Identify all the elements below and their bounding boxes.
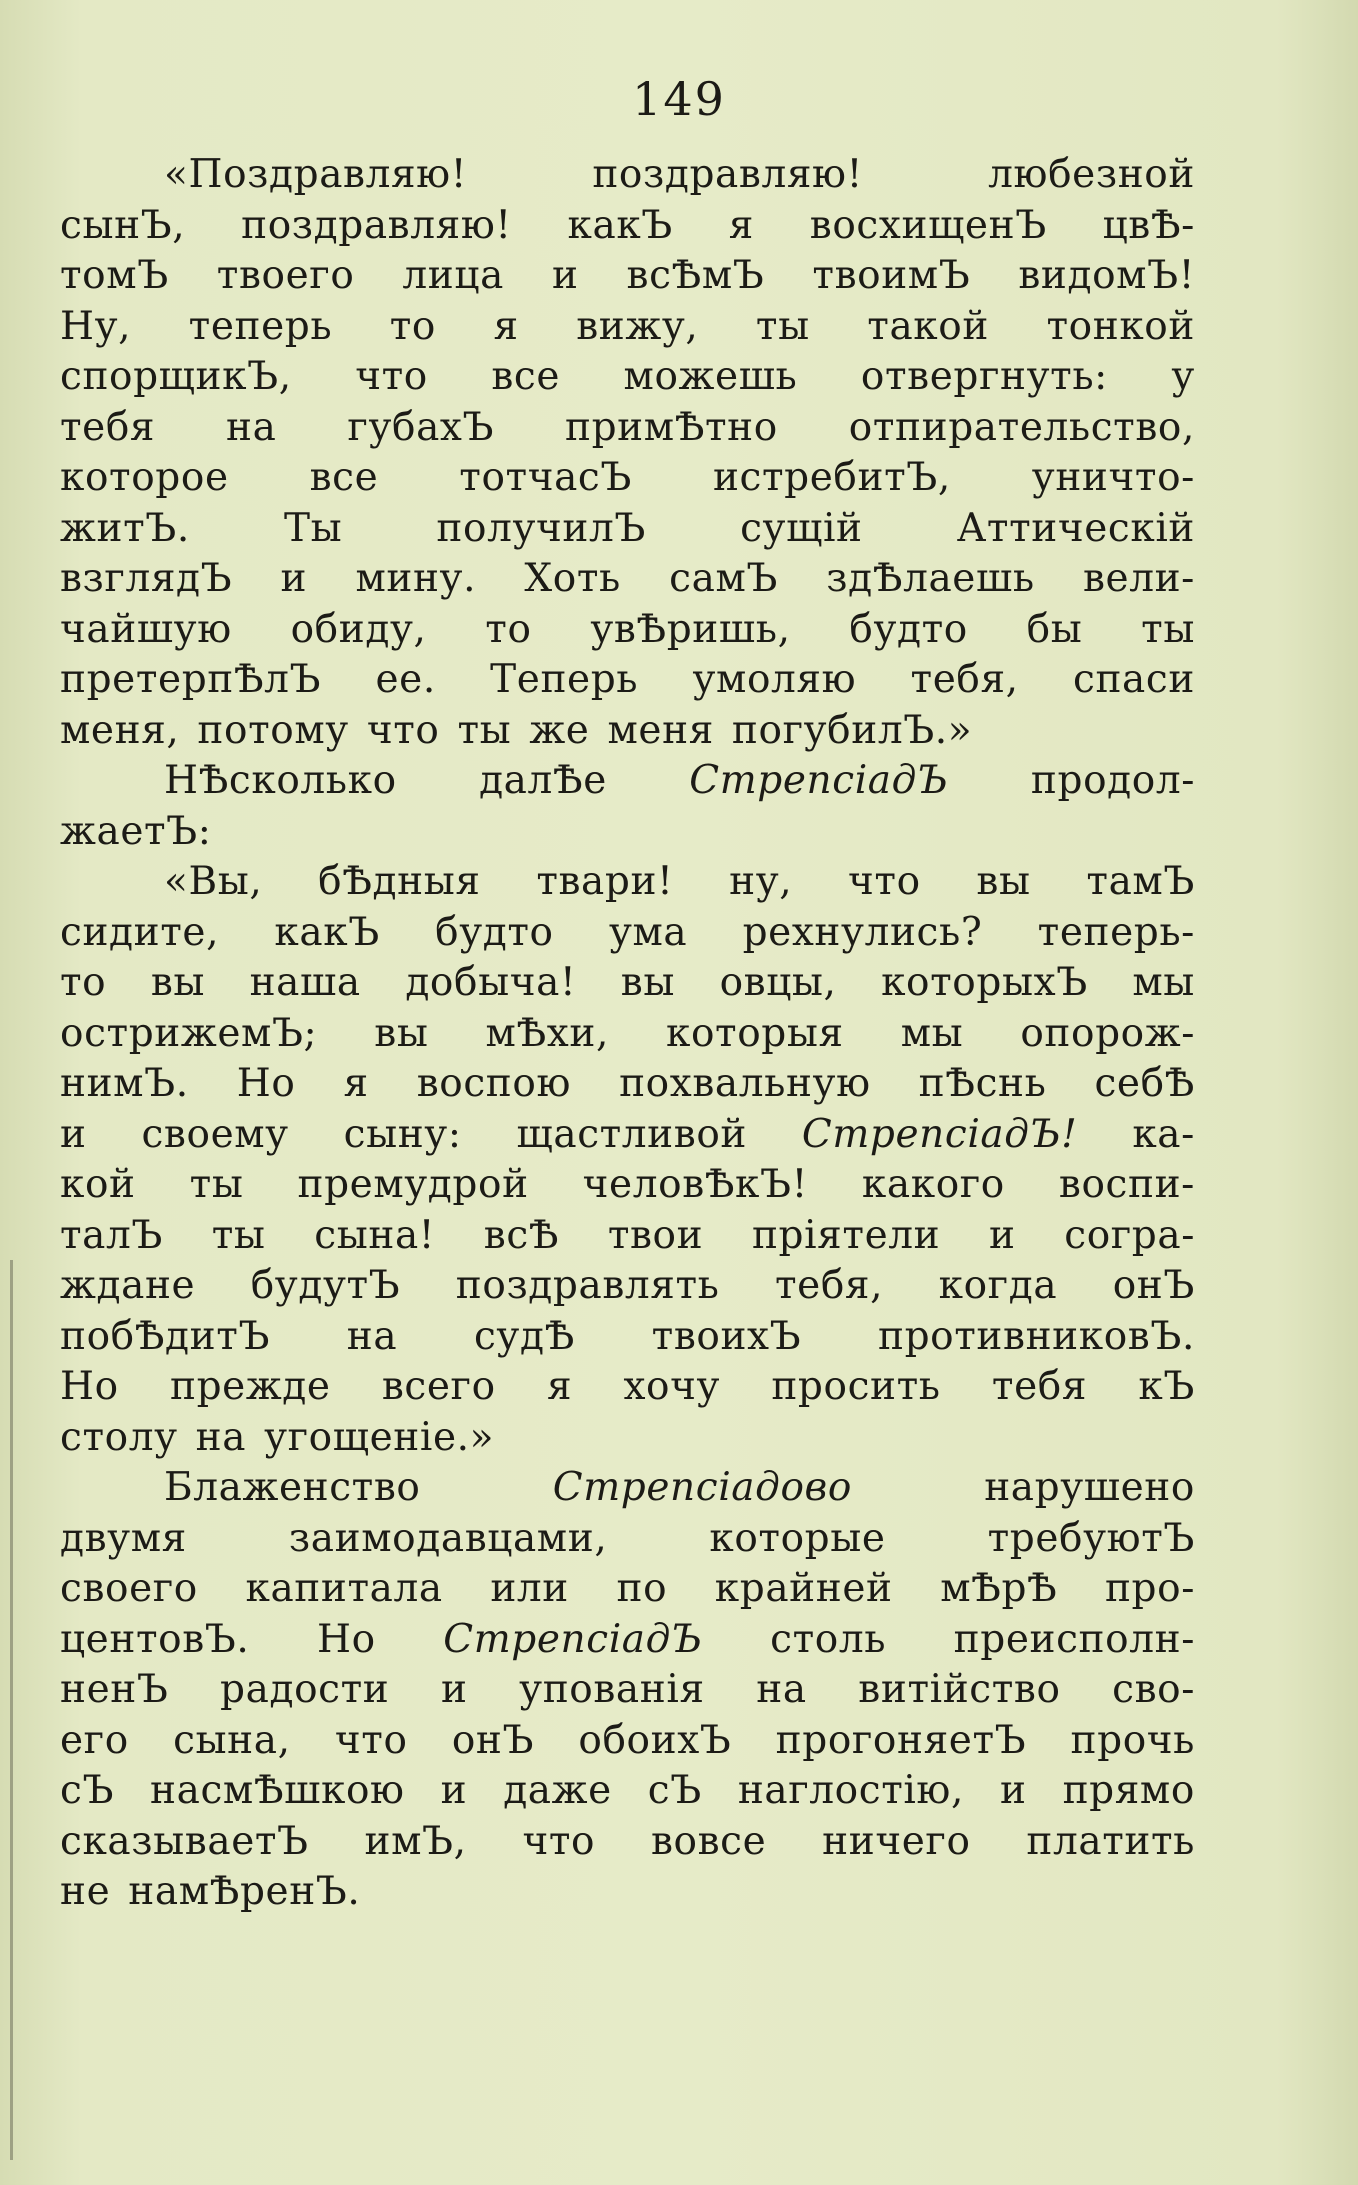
- word: ничего: [822, 1818, 971, 1864]
- word: ты: [211, 1212, 266, 1258]
- word: жаетЪ:: [60, 808, 212, 854]
- text-line: [60, 809, 1195, 860]
- word: и: [440, 1667, 468, 1712]
- word: твоимЪ: [812, 253, 971, 298]
- text-line: [60, 910, 1195, 961]
- word: человѢкЪ!: [582, 1162, 808, 1207]
- word: капитала: [245, 1566, 443, 1611]
- text-line: [60, 203, 1195, 254]
- word: овцы,: [719, 960, 837, 1005]
- word: мы: [900, 1010, 964, 1056]
- text-line: [60, 1718, 1195, 1769]
- word: рехнулись?: [742, 909, 983, 955]
- word: которыхЪ: [881, 960, 1088, 1005]
- word: поздравляю!: [592, 152, 863, 197]
- word: и: [60, 1111, 87, 1157]
- word: вы: [976, 859, 1031, 904]
- word: примѢтно: [565, 404, 778, 450]
- text-line: [60, 1768, 1195, 1819]
- text-line: [60, 859, 1195, 910]
- word: ее.: [375, 657, 436, 702]
- word: будто: [849, 606, 968, 652]
- word: теперь-: [1037, 909, 1195, 955]
- word: меня: [607, 707, 714, 753]
- word: всѢ: [483, 1212, 560, 1258]
- text-line: [60, 708, 1195, 759]
- body-text: [60, 152, 1195, 1920]
- word: будто: [435, 909, 554, 955]
- word: твари!: [536, 859, 674, 904]
- word: опорож-: [1020, 1010, 1195, 1056]
- word: преисполн-: [953, 1616, 1195, 1662]
- word: имЪ,: [364, 1818, 467, 1864]
- word: такой: [867, 303, 989, 349]
- word: воспи-: [1058, 1162, 1195, 1207]
- word: прогоняетЪ: [775, 1717, 1027, 1763]
- text-line: [60, 1213, 1195, 1264]
- word: похвальную: [619, 1061, 871, 1106]
- word: будутЪ: [250, 1263, 401, 1308]
- word: спорщикЪ,: [60, 354, 292, 399]
- text-line: [60, 1566, 1195, 1617]
- word: я: [546, 1364, 573, 1409]
- text-line: [60, 152, 1195, 203]
- word: нимЪ.: [60, 1061, 189, 1106]
- text-line: [60, 1617, 1195, 1668]
- word: Аттическій: [956, 505, 1195, 551]
- word: на: [195, 1414, 247, 1460]
- word: что: [334, 1717, 408, 1763]
- word: столу: [60, 1414, 178, 1460]
- text-line: [60, 304, 1195, 355]
- word: твоего: [216, 253, 355, 298]
- word: увѢришь,: [590, 606, 791, 652]
- word: тебя,: [774, 1263, 884, 1308]
- word: Стрепсіадово: [552, 1465, 852, 1510]
- word: наглостію,: [737, 1768, 964, 1813]
- word: тамЪ: [1086, 859, 1195, 904]
- word: уничто-: [1031, 455, 1195, 500]
- text-line: [60, 1819, 1195, 1870]
- word: даже: [503, 1768, 612, 1813]
- word: кой: [60, 1162, 136, 1207]
- word: которое: [60, 455, 229, 500]
- word: когда: [938, 1263, 1058, 1308]
- word: твоихЪ: [651, 1313, 802, 1359]
- text-line: [60, 1011, 1195, 1062]
- word: намѢренЪ.: [128, 1869, 361, 1914]
- word: мину.: [355, 556, 477, 601]
- text-line: [60, 1364, 1195, 1415]
- word: наша: [249, 960, 361, 1005]
- word: спаси: [1073, 657, 1195, 702]
- word: твои: [607, 1212, 704, 1258]
- word: и: [999, 1768, 1027, 1813]
- text-line: [60, 506, 1195, 557]
- word: талЪ: [60, 1212, 163, 1258]
- word: тебя,: [910, 657, 1019, 702]
- word: бы: [1026, 606, 1083, 652]
- text-line: [60, 556, 1195, 607]
- word: губахЪ: [347, 404, 495, 450]
- word: двумя: [60, 1515, 187, 1561]
- word: лица: [402, 253, 504, 298]
- word: СтрепсіадЪ!: [801, 1111, 1078, 1157]
- word: же: [529, 707, 590, 753]
- word: себѢ: [1094, 1061, 1195, 1106]
- word: тонкой: [1046, 303, 1195, 349]
- text-line: [60, 1516, 1195, 1567]
- word: прямо: [1062, 1768, 1195, 1813]
- word: которыя: [665, 1010, 844, 1056]
- word: потому: [197, 707, 349, 753]
- word: отпирательство,: [848, 404, 1195, 450]
- word: умоляю: [692, 657, 857, 702]
- text-line: [60, 960, 1195, 1011]
- word: ка-: [1132, 1111, 1195, 1157]
- text-line: [60, 253, 1195, 304]
- word: мѢхи,: [485, 1010, 609, 1056]
- word: то: [60, 960, 107, 1005]
- word: Ты: [283, 505, 343, 551]
- word: какого: [861, 1162, 1005, 1207]
- word: витійство: [858, 1667, 1061, 1712]
- word: своему: [141, 1111, 289, 1157]
- word: про-: [1104, 1566, 1195, 1611]
- word: центовЪ.: [60, 1616, 250, 1662]
- word: Хоть: [524, 556, 621, 601]
- word: что: [366, 707, 440, 753]
- text-line: [60, 455, 1195, 506]
- word: далѢе: [479, 758, 607, 803]
- word: острижемЪ;: [60, 1010, 318, 1056]
- word: здѢлаешь: [826, 556, 1035, 601]
- word: ума: [608, 909, 688, 955]
- text-line: [60, 1112, 1195, 1163]
- word: онЪ: [1112, 1263, 1195, 1308]
- text-line: [60, 1263, 1195, 1314]
- word: на: [346, 1313, 398, 1359]
- word: видомЪ!: [1018, 253, 1195, 298]
- word: требуютЪ: [987, 1515, 1195, 1561]
- word: обиду,: [290, 606, 427, 652]
- word: вы: [150, 960, 206, 1005]
- word: СтрепсіадЪ: [443, 1616, 703, 1662]
- word: и: [988, 1212, 1016, 1258]
- text-line: [60, 758, 1195, 809]
- word: вели-: [1082, 556, 1195, 601]
- word: насмѢшкою: [150, 1768, 405, 1813]
- word: или: [490, 1566, 569, 1611]
- word: Но: [236, 1061, 296, 1106]
- word: заимодавцами,: [288, 1515, 608, 1561]
- word: на: [756, 1667, 807, 1712]
- word: любезной: [988, 152, 1195, 197]
- word: угощеніе.»: [264, 1414, 495, 1460]
- text-line: [60, 1415, 1195, 1466]
- text-line: [60, 657, 1195, 708]
- word: нарушено: [984, 1465, 1195, 1510]
- word: сЪ: [60, 1768, 115, 1813]
- word: тотчасЪ: [459, 455, 632, 500]
- page-number: 149: [632, 72, 726, 126]
- word: сыну:: [343, 1111, 462, 1157]
- word: и: [551, 253, 579, 298]
- word: мы: [1132, 960, 1195, 1005]
- word: поздравляю!: [241, 202, 512, 248]
- word: противниковЪ.: [878, 1313, 1195, 1359]
- word: вы: [620, 960, 675, 1005]
- text-line: [60, 354, 1195, 405]
- word: пѢснь: [918, 1061, 1047, 1106]
- word: сказываетЪ: [60, 1818, 309, 1864]
- word: ты: [189, 1162, 244, 1207]
- text-line: [60, 1314, 1195, 1365]
- word: ну,: [729, 859, 793, 904]
- word: на: [226, 404, 277, 450]
- word: не: [60, 1869, 111, 1914]
- word: ты: [457, 707, 512, 753]
- word: я: [728, 202, 754, 248]
- word: его: [60, 1717, 129, 1763]
- word: пріятели: [751, 1212, 941, 1258]
- word: ждане: [60, 1263, 196, 1308]
- word: ты: [1141, 606, 1195, 652]
- word: и: [280, 556, 308, 601]
- word: я: [493, 303, 519, 349]
- word: какЪ: [274, 909, 380, 955]
- word: продол-: [1030, 758, 1195, 803]
- word: кЪ: [1138, 1364, 1195, 1409]
- word: согра-: [1064, 1212, 1195, 1258]
- word: и: [440, 1768, 468, 1813]
- word: сынЪ,: [60, 202, 186, 248]
- word: упованія: [519, 1667, 705, 1712]
- word: столь: [770, 1616, 887, 1662]
- word: я: [343, 1061, 369, 1106]
- word: Но: [316, 1616, 376, 1662]
- word: онЪ: [451, 1717, 535, 1763]
- text-line: [60, 1162, 1195, 1213]
- word: «Поздравляю!: [164, 152, 468, 197]
- word: своего: [60, 1566, 198, 1611]
- word: сидите,: [60, 909, 220, 955]
- word: поздравлять: [455, 1263, 720, 1308]
- word: сына!: [314, 1212, 436, 1258]
- word: претерпѢлЪ: [60, 657, 322, 702]
- page-edge-mark: [10, 1260, 13, 2160]
- word: истребитЪ,: [712, 455, 951, 500]
- word: Но: [60, 1364, 119, 1409]
- word: сЪ: [647, 1768, 702, 1813]
- word: сво-: [1112, 1667, 1195, 1712]
- word: можешь: [623, 354, 798, 399]
- word: ты: [755, 303, 810, 349]
- word: меня,: [60, 707, 180, 753]
- word: что: [522, 1818, 596, 1864]
- word: платить: [1026, 1818, 1195, 1864]
- word: все: [309, 455, 379, 500]
- word: всѢмЪ: [626, 253, 765, 298]
- word: сына,: [173, 1717, 291, 1763]
- word: чайшую: [60, 606, 232, 652]
- word: погубилЪ.»: [731, 707, 973, 753]
- word: Блаженство: [164, 1465, 421, 1510]
- word: воспою: [416, 1061, 572, 1106]
- word: тебя: [60, 404, 156, 450]
- word: прежде: [169, 1364, 331, 1409]
- word: у: [1171, 354, 1195, 399]
- word: то: [389, 303, 436, 349]
- word: радости: [220, 1667, 390, 1712]
- word: всего: [381, 1364, 496, 1409]
- word: цвѢ-: [1102, 202, 1195, 248]
- word: обоихЪ: [578, 1717, 732, 1763]
- word: получилЪ: [436, 505, 646, 551]
- word: взглядЪ: [60, 556, 233, 601]
- word: мѢрѢ: [940, 1566, 1058, 1611]
- word: судѢ: [473, 1313, 575, 1359]
- word: вовсе: [650, 1818, 767, 1864]
- word: отвергнуть:: [860, 354, 1108, 399]
- word: что: [848, 859, 921, 904]
- word: самЪ: [669, 556, 778, 601]
- word: «Вы,: [164, 859, 263, 904]
- word: просить: [771, 1364, 941, 1409]
- text-line: [60, 1869, 1195, 1920]
- word: вы: [374, 1010, 429, 1056]
- word: хочу: [623, 1364, 721, 1409]
- word: премудрой: [297, 1162, 529, 1207]
- text-line: [60, 405, 1195, 456]
- word: восхищенЪ: [809, 202, 1047, 248]
- word: добыча!: [405, 960, 577, 1005]
- word: щастливой: [516, 1111, 748, 1157]
- word: побѢдитЪ: [60, 1313, 271, 1359]
- word: Ну,: [60, 303, 132, 349]
- word: сущій: [740, 505, 863, 551]
- word: вижу,: [576, 303, 699, 349]
- word: прочь: [1070, 1717, 1195, 1763]
- word: томЪ: [60, 253, 169, 298]
- text-line: [60, 1061, 1195, 1112]
- word: ненЪ: [60, 1667, 169, 1712]
- text-line: [60, 607, 1195, 658]
- word: что: [355, 354, 428, 399]
- text-line: [60, 1465, 1195, 1516]
- word: какЪ: [567, 202, 673, 248]
- word: по: [616, 1566, 668, 1611]
- word: житЪ.: [60, 505, 190, 551]
- word: то: [485, 606, 532, 652]
- word: тебя: [991, 1364, 1088, 1409]
- word: Теперь: [490, 657, 639, 702]
- word: НѢсколько: [164, 758, 397, 803]
- text-line: [60, 1667, 1195, 1718]
- word: все: [491, 354, 561, 399]
- word: теперь: [188, 303, 333, 349]
- word: бѢдныя: [318, 859, 481, 904]
- word: СтрепсіадЪ: [689, 758, 949, 803]
- word: которые: [709, 1515, 886, 1561]
- word: крайней: [714, 1566, 893, 1611]
